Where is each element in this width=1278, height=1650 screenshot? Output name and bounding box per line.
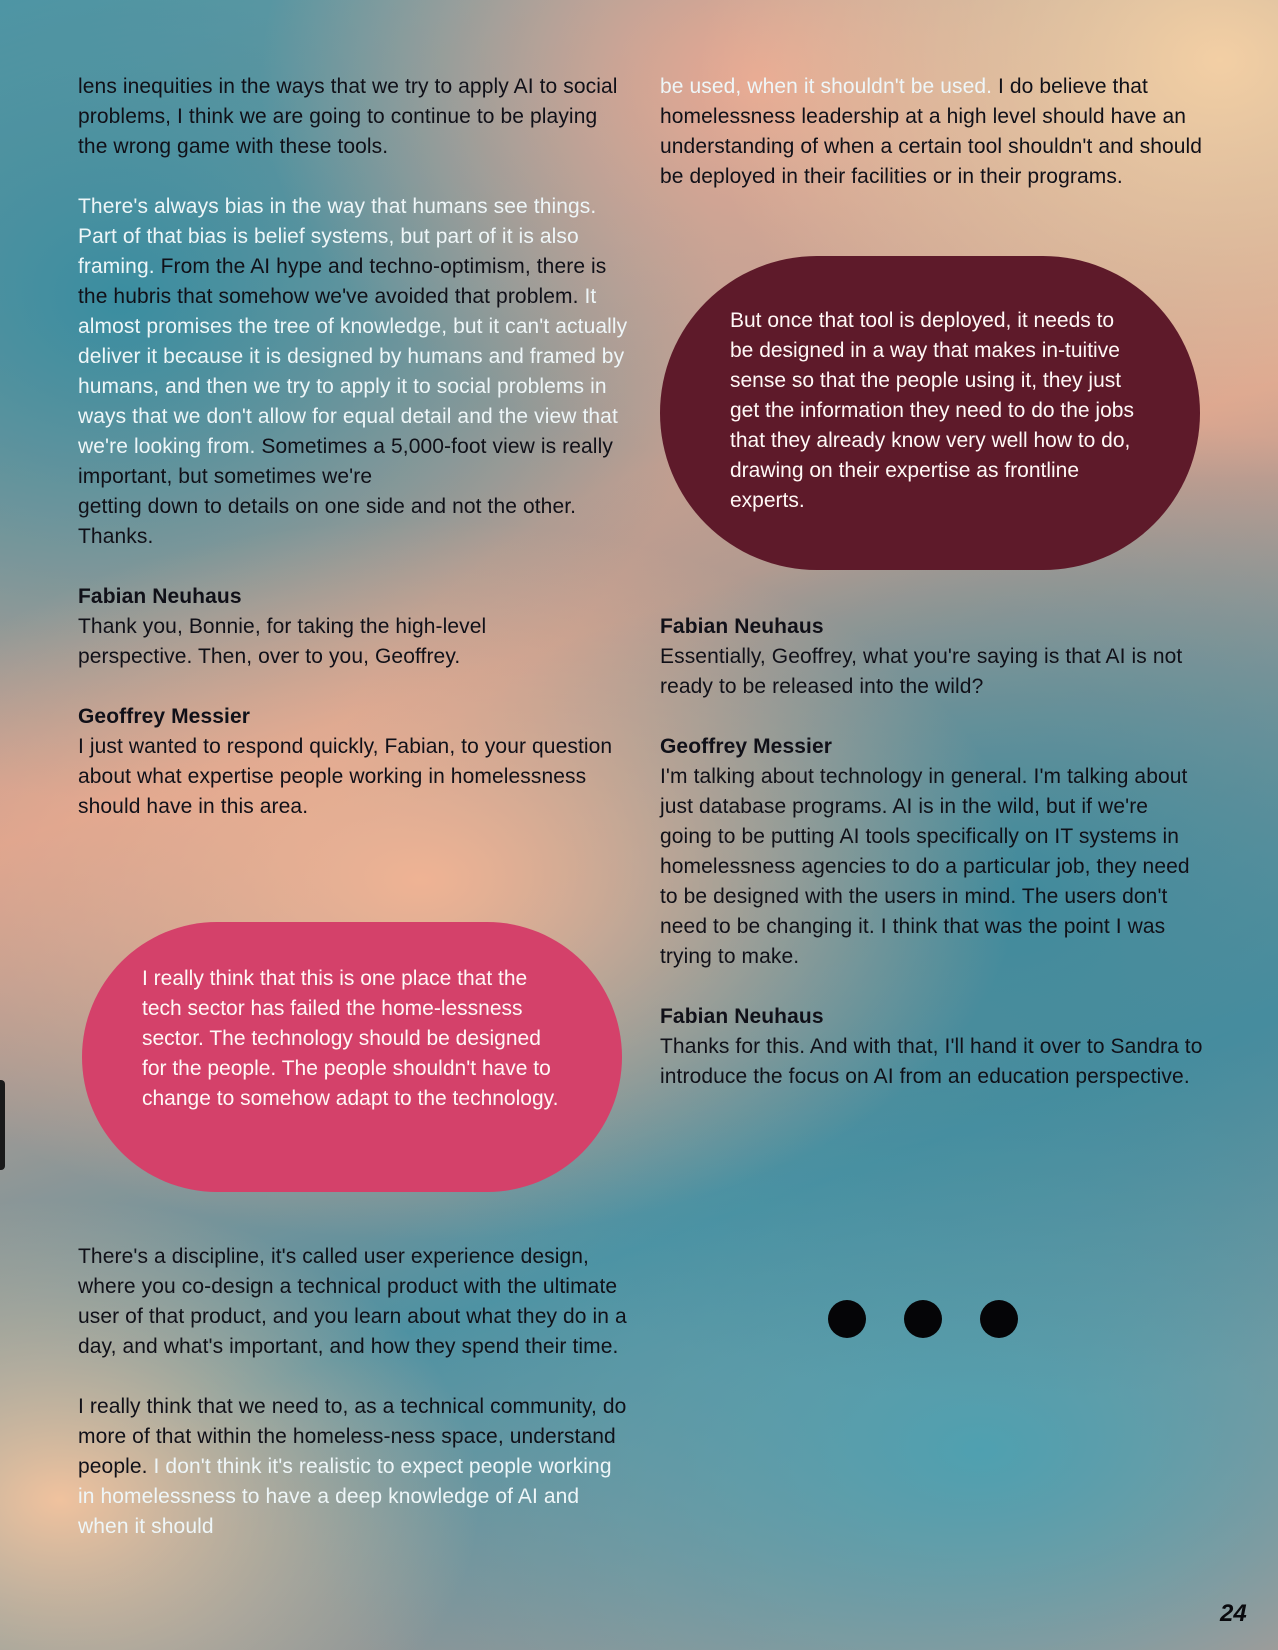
left-column-lower xyxy=(78,1242,628,1572)
pull-quote-pink xyxy=(82,922,622,1192)
speaker-name: Geoffrey Messier xyxy=(78,705,251,728)
paragraph: lens inequities in the ways that we try to apply AI to social problems, I think we are going to continue to be playing the wrong game with these tools. xyxy=(78,75,618,158)
paragraph: There's always bias in the way that humans see things. Part of that bias is belief systems, but part of it is also framing. From the AI hype and techno-optimism, there is the hubris that somehow we've avoided that problem. It almost promises the tree of knowledge, but it can't actually deliver it because it is designed by humans and framed by humans, and then we try to apply it to social problems in ways that we don't allow for equal detail and the view that we're looking from. Sometimes a 5,000-foot view is really important, but sometimes we're getting down to details on one side and not the other. Thanks. xyxy=(78,195,628,548)
speaker-block xyxy=(660,732,1205,972)
pull-quote-text: But once that tool is deployed, it needs to be designed in a way that makes in-tuitive sense so that the people using it, they just get the information they need to do the jobs that they already know very well how to do, drawing on their expertise as frontline experts. xyxy=(730,309,1134,512)
speaker-text: Thanks for this. And with that, I'll hand it over to Sandra to introduce the focus on AI from an education perspective. xyxy=(660,1035,1203,1088)
left-column xyxy=(78,72,628,852)
pull-quote-text: I really think that this is one place that the tech sector has failed the home-lessness sector. The technology should be designed for the people. The people shouldn't have to change to somehow adapt to the technology. xyxy=(142,967,559,1110)
right-column-lower xyxy=(660,612,1205,1122)
dot-icon xyxy=(980,1300,1018,1338)
speaker-name: Fabian Neuhaus xyxy=(660,615,824,638)
speaker-text: I'm talking about technology in general. I'm talking about just database programs. AI is in the wild, but if we're going to be putting AI tools specifically on IT systems in homelessness agencies to do a particular job, they need to be designed with the users in mind. The users don't need to be changing it. I think that was the point I was trying to make. xyxy=(660,765,1190,968)
speaker-name: Geoffrey Messier xyxy=(660,735,833,758)
paragraph: be used, when it shouldn't be used. I do believe that homelessness leadership at a high level should have an understanding of when a certain tool shouldn't and should be deployed in their facilities or in their programs. xyxy=(660,75,1203,188)
dot-icon xyxy=(828,1300,866,1338)
speaker-block: Fabian Neuhaus Thank you, Bonnie, for taking the high-level perspective. Then, over to you, Geoffrey. xyxy=(78,582,628,672)
dot-icon xyxy=(904,1300,942,1338)
right-column xyxy=(660,72,1205,222)
paragraph: There's a discipline, it's called user experience design, where you co-design a technical product with the ultimate user of that product, and you learn about what they do in a day, and what's important, and how they spend their time. xyxy=(78,1245,627,1358)
paragraph: I really think that we need to, as a technical community, do more of that within the homeless-ness space, understand people. I don't think it's realistic to expect people working in homelessness to have a deep knowledge of AI and when it should xyxy=(78,1395,627,1538)
ellipsis-dots-icon xyxy=(828,1300,1028,1340)
highlighted-text: be used, when it shouldn't be used. xyxy=(660,75,993,98)
speaker-text: I just wanted to respond quickly, Fabian, to your question about what expertise people working in homelessness should have in this area. xyxy=(78,735,613,818)
speaker-name: Fabian Neuhaus xyxy=(78,585,242,608)
highlighted-text: It almost promises the tree of knowledge, but it can't actually deliver it because it is designed by humans and framed by humans, and then we try to apply it to social problems in ways that we don't allow for equal detail and the view that we're looking from. xyxy=(78,285,628,458)
page-edge-tab xyxy=(0,1080,5,1170)
highlighted-text: There's always bias in the way that humans see things. Part of that bias is belief systems, but part of it is also framing. xyxy=(78,195,597,278)
highlighted-text: I don't think it's realistic to expect people working in homelessness to have a deep knowledge of AI and when it should xyxy=(78,1455,612,1538)
speaker-block xyxy=(78,702,628,822)
pull-quote-maroon xyxy=(660,256,1200,570)
speaker-name: Fabian Neuhaus xyxy=(660,1005,824,1028)
speaker-text: Essentially, Geoffrey, what you're saying is that AI is not ready to be released into the wild? xyxy=(660,645,1183,698)
speaker-block xyxy=(660,612,1205,702)
page-number: 24 xyxy=(1220,1600,1247,1627)
speaker-text: Thank you, Bonnie, for taking the high-level xyxy=(78,615,487,638)
speaker-block xyxy=(660,1002,1205,1092)
